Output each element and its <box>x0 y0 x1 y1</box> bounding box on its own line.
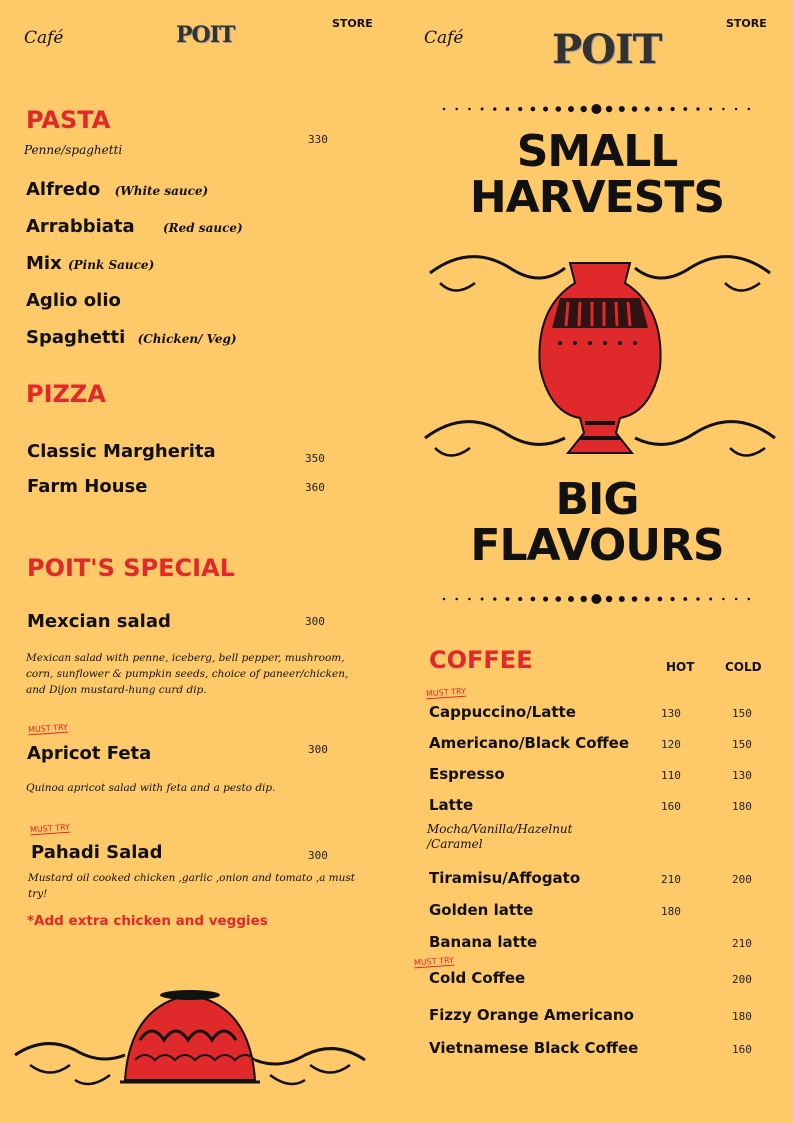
dot <box>606 596 612 602</box>
hot-price: 180 <box>661 905 681 918</box>
dot <box>518 597 522 601</box>
item-name: Arrabbiata <box>26 216 135 237</box>
dot <box>455 108 458 111</box>
dot <box>468 598 471 601</box>
store-label: STORE <box>332 17 373 30</box>
must-try-badge: MUST TRY <box>29 822 71 835</box>
dot <box>683 597 687 601</box>
menu-item <box>26 253 154 274</box>
item-name: Mix <box>26 253 62 274</box>
item-name: Classic Margherita <box>27 441 216 462</box>
pasta-heading: PASTA <box>26 106 111 134</box>
dot <box>632 106 638 112</box>
dot <box>683 107 687 111</box>
cold-price: 130 <box>732 769 752 782</box>
dot <box>543 596 548 601</box>
cold-column-header: COLD <box>725 660 762 674</box>
item-note: (Red sauce) <box>162 221 243 235</box>
pizza-heading: PIZZA <box>26 380 106 408</box>
dot-divider <box>438 100 758 118</box>
item-price: 350 <box>305 452 325 465</box>
poit-logo: POIT <box>552 26 662 73</box>
hero-line: HARVESTS <box>469 172 725 223</box>
cold-price: 160 <box>732 1043 752 1056</box>
dot <box>455 598 458 601</box>
coffee-name: Cappuccino/Latte <box>429 703 576 721</box>
dot <box>606 106 612 112</box>
dot <box>543 106 548 111</box>
dot <box>568 106 574 112</box>
must-try-badge: MUST TRY <box>413 955 455 968</box>
flavour-options: Mocha/Vanilla/Hazelnut /Caramel <box>427 822 573 851</box>
dot <box>722 108 725 111</box>
must-try-badge: MUST TRY <box>425 686 467 699</box>
dot <box>709 108 712 111</box>
hot-price: 130 <box>661 707 681 720</box>
dot <box>580 106 586 112</box>
item-name: Farm House <box>27 476 148 497</box>
item-description: Mexican salad with penne, iceberg, bell pepper, mushroom, corn, sunflower & pumpkin seeds, choice of paneer/chicken, and Dijon mustard-hung curd dip. <box>26 652 349 696</box>
cold-price: 200 <box>732 873 752 886</box>
vase-illustration <box>420 238 780 468</box>
item-name: Spaghetti <box>26 327 126 348</box>
cold-price: 180 <box>732 800 752 813</box>
item-price: 300 <box>308 849 328 862</box>
cold-price: 150 <box>732 707 752 720</box>
dot <box>481 108 484 111</box>
hero-line: BIG <box>555 474 639 525</box>
coffee-name: Golden latte <box>429 901 534 919</box>
dot <box>619 106 625 112</box>
item-price: 300 <box>305 615 325 628</box>
pasta-subtitle: Penne/spaghetti <box>24 143 123 157</box>
dot <box>696 597 699 600</box>
dot <box>670 597 674 601</box>
cold-price: 180 <box>732 1010 752 1023</box>
hero-line: FLAVOURS <box>470 520 724 571</box>
dot <box>556 106 562 112</box>
menu-item <box>26 216 243 237</box>
cold-price: 210 <box>732 937 752 950</box>
hot-price: 160 <box>661 800 681 813</box>
dot <box>443 598 446 601</box>
dot <box>632 596 638 602</box>
dot <box>493 597 496 600</box>
item-description: Quinoa apricot salad with feta and a pesto dip. <box>26 782 276 794</box>
dot <box>591 104 601 114</box>
item-name: Mexcian salad <box>27 611 171 632</box>
special-heading: POIT'S SPECIAL <box>27 554 235 582</box>
dot <box>748 108 751 111</box>
store-label: STORE <box>726 17 767 30</box>
dot <box>443 108 446 111</box>
cold-price: 200 <box>732 973 752 986</box>
dot <box>591 594 601 604</box>
item-name: Aglio olio <box>26 290 121 311</box>
hero-line: SMALL <box>516 126 678 177</box>
dot <box>735 108 738 111</box>
hot-column-header: HOT <box>666 660 695 674</box>
pasta-price: 330 <box>308 133 328 146</box>
dot <box>506 107 510 111</box>
dot <box>748 598 751 601</box>
menu-item <box>26 327 237 348</box>
item-note: (Pink Sauce) <box>67 258 155 272</box>
dot <box>531 597 536 602</box>
menu-item <box>26 179 208 200</box>
item-name: Pahadi Salad <box>31 842 163 863</box>
dot <box>658 597 663 602</box>
dot <box>619 596 625 602</box>
hot-price: 110 <box>661 769 681 782</box>
dot <box>506 597 510 601</box>
coffee-heading: COFFEE <box>429 646 533 674</box>
dot <box>481 598 484 601</box>
coffee-name: Fizzy Orange Americano <box>429 1006 634 1024</box>
coffee-name: Banana latte <box>429 933 538 951</box>
pot-illustration <box>10 985 370 1100</box>
dot <box>735 598 738 601</box>
item-price: 300 <box>308 743 328 756</box>
dot <box>518 107 522 111</box>
item-price: 360 <box>305 481 325 494</box>
item-name: Apricot Feta <box>27 743 152 764</box>
coffee-name: Tiramisu/Affogato <box>429 869 581 887</box>
dot <box>645 596 650 601</box>
cold-price: 150 <box>732 738 752 751</box>
dot <box>722 598 725 601</box>
dot <box>658 107 663 112</box>
dot <box>568 596 574 602</box>
cafe-wordmark: Café <box>424 28 464 48</box>
hot-price: 120 <box>661 738 681 751</box>
dot <box>531 107 536 112</box>
hot-price: 210 <box>661 873 681 886</box>
coffee-name: Vietnamese Black Coffee <box>429 1039 639 1057</box>
dot <box>493 107 496 110</box>
dot-divider <box>438 590 758 608</box>
dot <box>709 598 712 601</box>
item-name: Alfredo <box>26 179 101 200</box>
cafe-wordmark: Café <box>24 28 64 48</box>
dot <box>556 596 562 602</box>
menu-item <box>26 290 121 311</box>
poit-logo: POIT <box>176 22 235 48</box>
item-description: Mustard oil cooked chicken ,garlic ,onion and tomato ,a must try! <box>28 872 356 900</box>
dot <box>580 596 586 602</box>
coffee-name: Americano/Black Coffee <box>429 734 630 752</box>
must-try-badge: MUST TRY <box>27 722 69 735</box>
dot <box>696 107 699 110</box>
item-note: (Chicken/ Veg) <box>137 332 237 346</box>
coffee-name: Latte <box>429 796 474 814</box>
dot <box>670 107 674 111</box>
dot <box>645 106 650 111</box>
extras-note: *Add extra chicken and veggies <box>27 913 268 929</box>
coffee-name: Cold Coffee <box>429 969 526 987</box>
dot <box>468 108 471 111</box>
item-note: (White sauce) <box>114 184 209 198</box>
coffee-name: Espresso <box>429 765 505 783</box>
